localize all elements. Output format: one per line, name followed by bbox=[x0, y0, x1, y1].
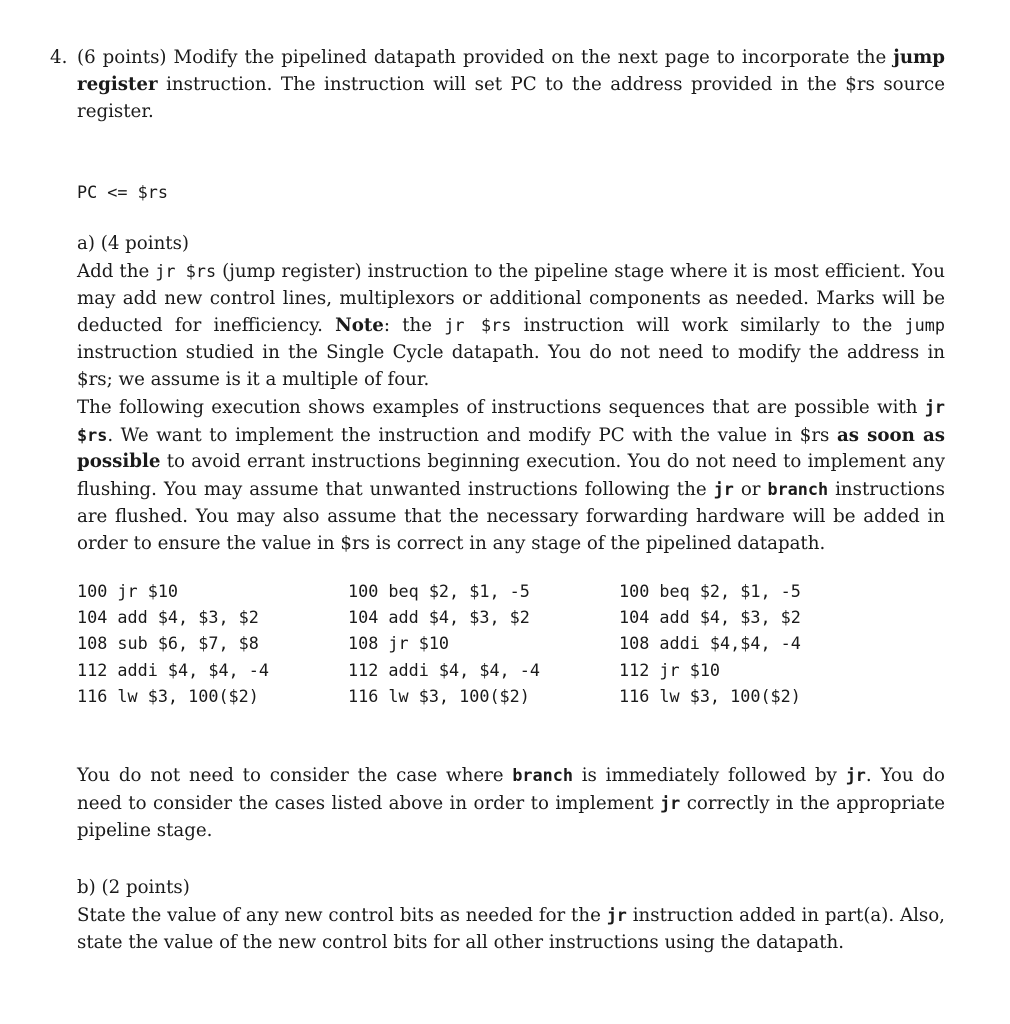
code-line: 104 add $4, $3, $2 bbox=[77, 607, 259, 628]
part-b-paragraph bbox=[77, 902, 945, 957]
question-number: 4. bbox=[50, 47, 68, 68]
code-line: 112 addi $4, $4, -4 bbox=[77, 659, 269, 680]
question-points-text: (6 points) Modify the pipelined datapath provided on the next page to incorporate the bbox=[77, 47, 887, 68]
code-line: 100 beq $2, $1, -5 bbox=[619, 581, 801, 601]
inline-code: branch bbox=[767, 479, 829, 500]
code-line: 100 beq $2, $1, -5 bbox=[348, 581, 530, 601]
code-line: 104 add $4, $3, $2 bbox=[619, 607, 801, 628]
part-a bbox=[77, 231, 945, 558]
inline-code: jr $rs bbox=[77, 396, 945, 445]
text: correctly in the appropriate pipeline stage. bbox=[77, 792, 945, 841]
text: State the value of any new control bits as needed for the bbox=[77, 904, 601, 926]
question-text bbox=[77, 45, 945, 125]
part-a-paragraph-1 bbox=[77, 258, 945, 394]
code-line: 108 sub $6, $7, $8 bbox=[77, 633, 259, 654]
text: is immediately followed by bbox=[581, 765, 837, 786]
text: The following execution shows examples of instructions sequences that are possible with bbox=[77, 396, 918, 418]
inline-code: jr bbox=[713, 479, 734, 500]
code-line: 108 jr $10 bbox=[348, 633, 450, 654]
text: . You do need to consider the cases listed above in order to implement bbox=[77, 765, 945, 814]
code-column-1 bbox=[77, 578, 269, 709]
code-line: 116 lw $3, 100($2) bbox=[348, 685, 530, 706]
text: or bbox=[740, 479, 761, 501]
inline-code: jump bbox=[904, 315, 945, 336]
inline-code: branch bbox=[512, 765, 573, 785]
part-a-heading: a) (4 points) bbox=[77, 233, 190, 254]
code-line: 116 lw $3, 100($2) bbox=[77, 685, 259, 706]
question-bold-term: jump register bbox=[77, 47, 945, 95]
text: You do not need to consider the case where bbox=[77, 765, 504, 786]
code-line: 112 addi $4, $4, -4 bbox=[348, 659, 540, 680]
part-b bbox=[77, 875, 945, 956]
code-line: 116 lw $3, 100($2) bbox=[619, 685, 801, 706]
text: instructions are flushed. You may also assume that the necessary forwarding hardware will be added in order to ensure the value in $rs is correct in any stage of the pipelined datapath. bbox=[77, 479, 945, 554]
part-a-paragraph-2 bbox=[77, 394, 945, 558]
code-line: 108 addi $4,$4, -4 bbox=[619, 633, 801, 654]
inline-code: jr bbox=[660, 792, 681, 813]
code-line: 104 add $4, $3, $2 bbox=[348, 607, 530, 628]
text: instruction studied in the Single Cycle datapath. You do not need to modify the address in $rs; we assume is it a multiple of four. bbox=[77, 342, 945, 390]
part-b-heading: b) (2 points) bbox=[77, 877, 190, 898]
inline-code: jr $rs bbox=[155, 260, 217, 281]
emphasis: as soon as possible bbox=[77, 424, 945, 473]
text: . We want to implement the instruction and modify PC with the value in $rs bbox=[107, 424, 830, 446]
inline-code: jr $rs bbox=[444, 315, 512, 336]
text: (jump register) instruction to the pipeline stage where it is most efficient. You may add new control lines, multiplexors or additional components as needed. Marks will be deducted for inefficiency. bbox=[77, 260, 945, 337]
text: : the bbox=[383, 315, 432, 337]
code-line: 100 jr $10 bbox=[77, 581, 179, 601]
question-rest-text: instruction. The instruction will set PC to the address provided in the $rs source register. bbox=[77, 73, 945, 122]
code-column-3 bbox=[619, 578, 801, 709]
formula: PC <= $rs bbox=[77, 182, 168, 202]
inline-code: jr bbox=[845, 765, 866, 785]
text: instruction added in part(a). Also, state the value of the new control bits for all other instructions using the datapath. bbox=[77, 904, 945, 953]
note-label: Note bbox=[335, 315, 384, 337]
case-note bbox=[77, 762, 945, 844]
code-line: 112 jr $10 bbox=[619, 659, 721, 680]
text: to avoid errant instructions beginning execution. You do not need to implement any flushing. You may assume that unwanted instructions following the bbox=[77, 451, 945, 501]
text: Add the bbox=[77, 260, 150, 282]
code-column-2 bbox=[348, 578, 540, 709]
text: instruction will work similarly to the bbox=[523, 315, 893, 337]
inline-code: jr bbox=[606, 904, 627, 925]
